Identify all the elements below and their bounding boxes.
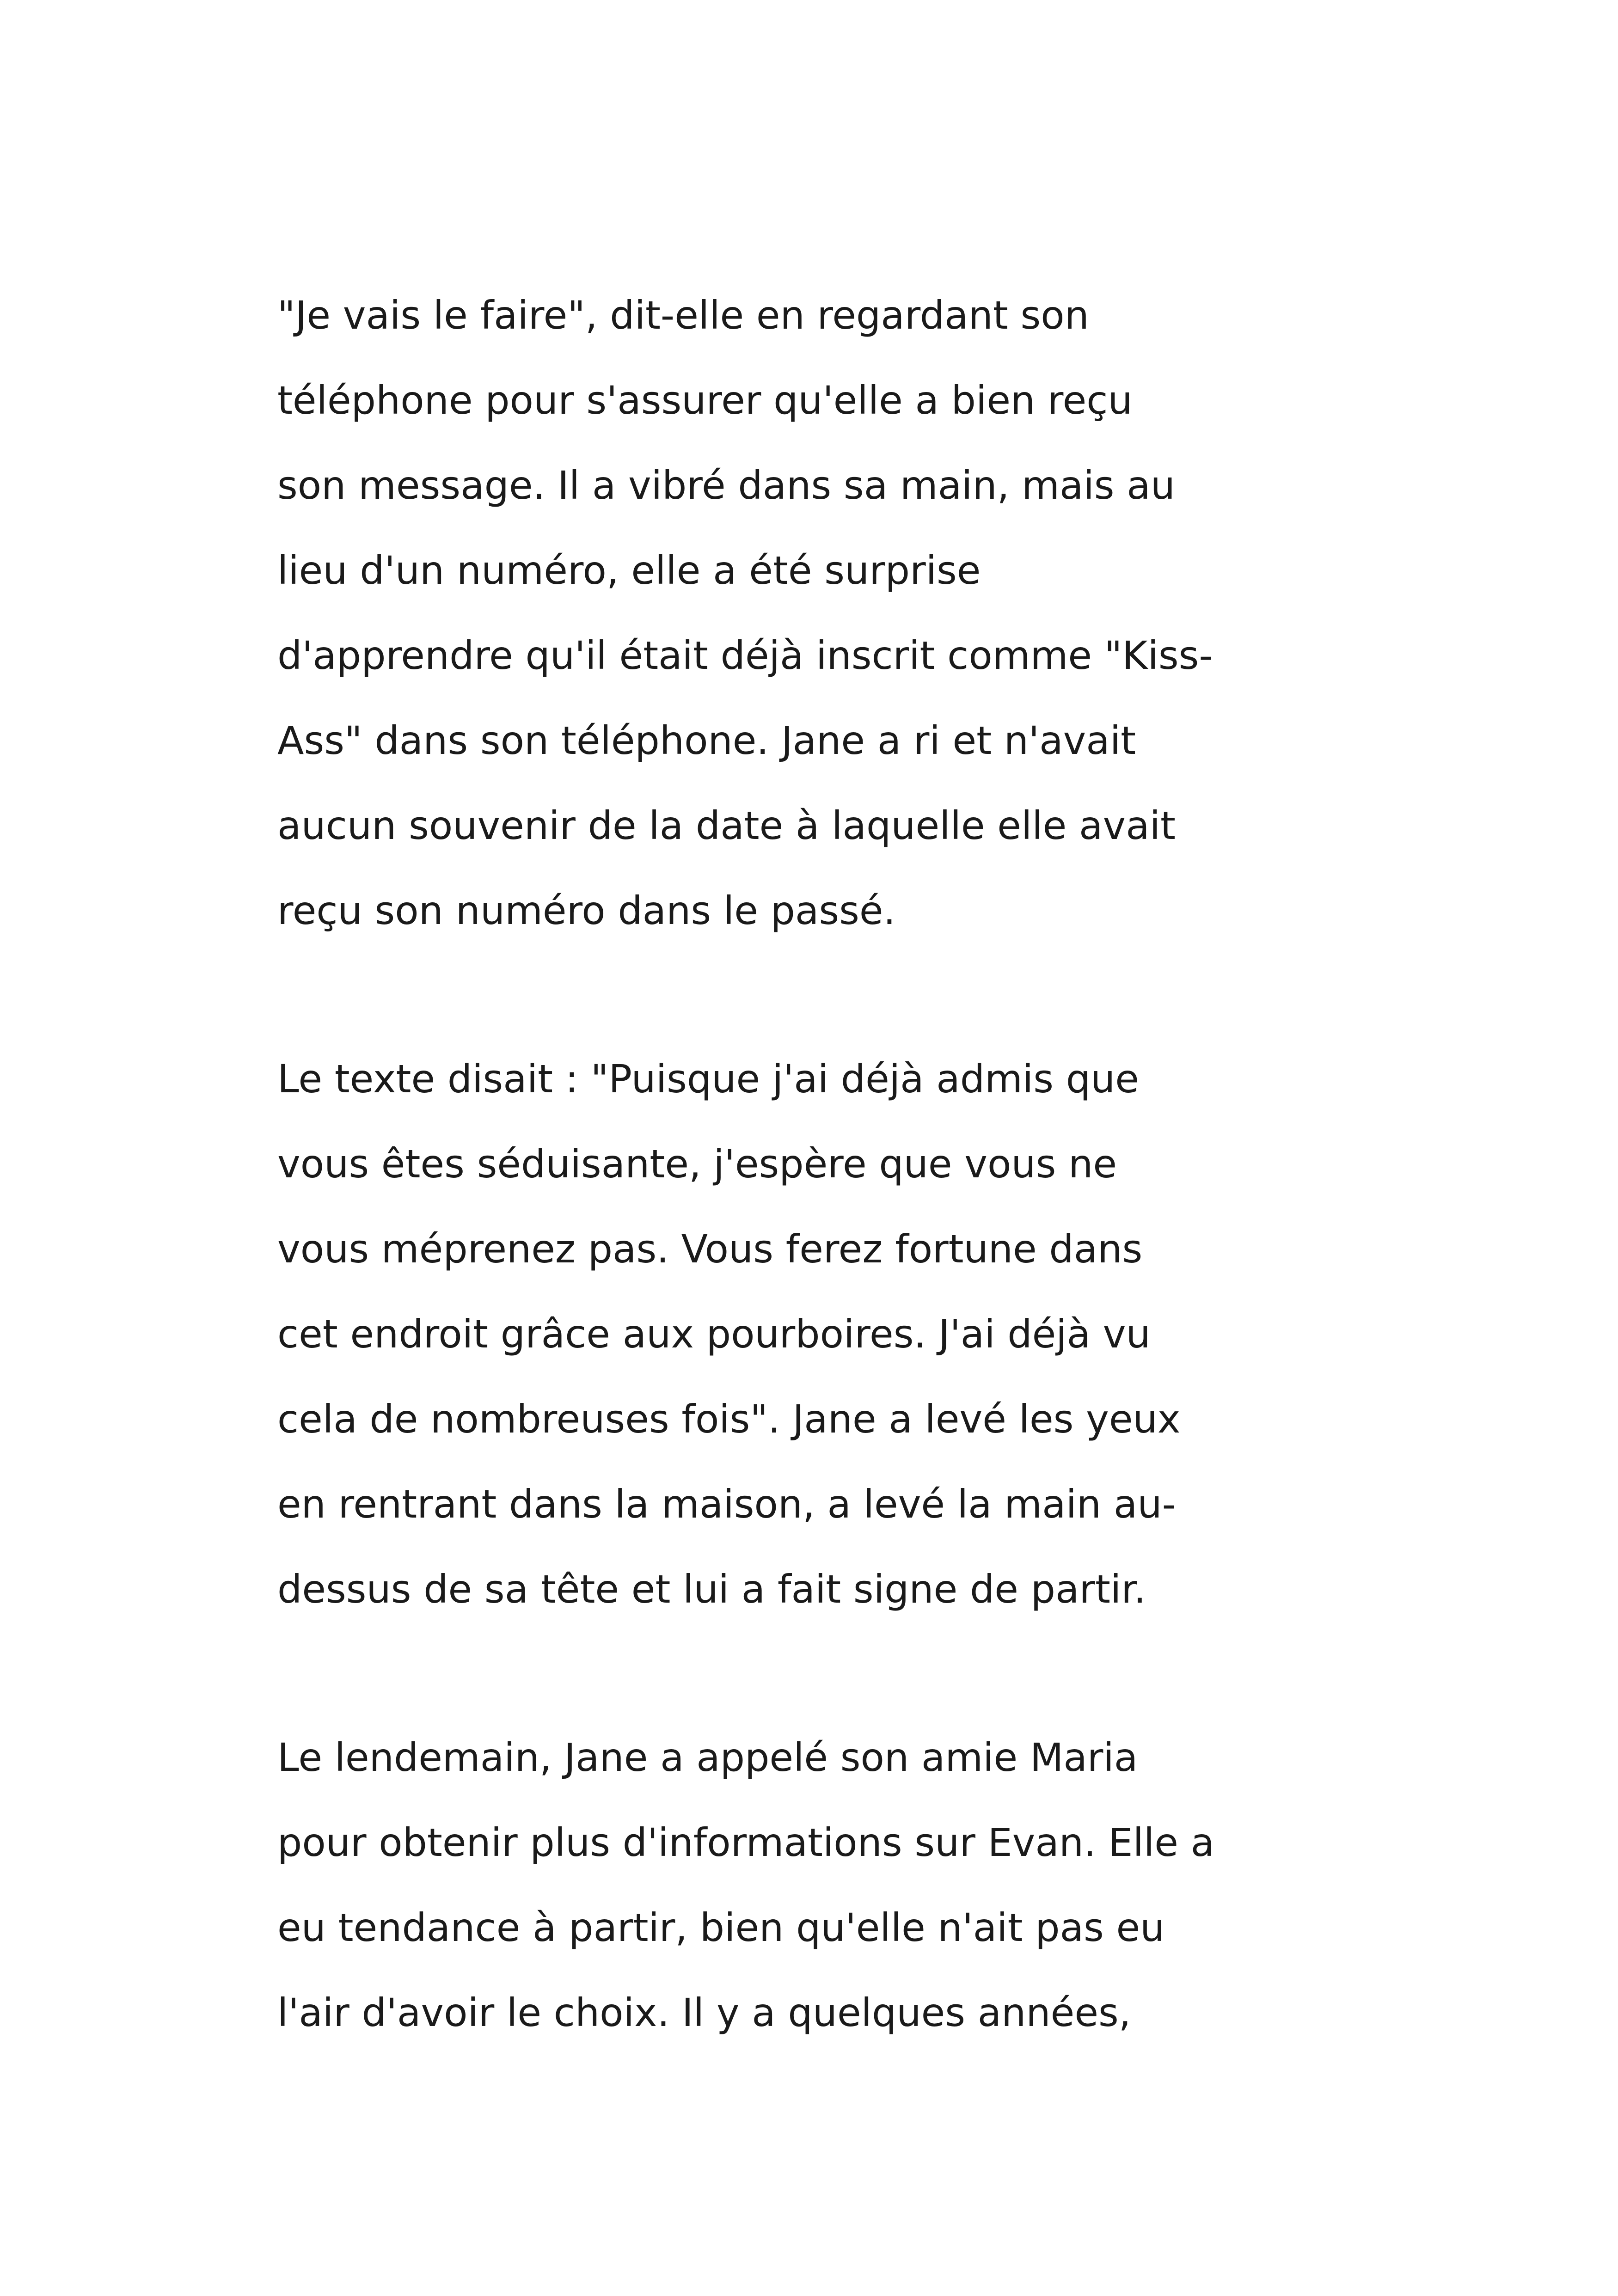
paragraph-1	[277, 273, 1368, 953]
text-line: pour obtenir plus d'informations sur Evan. Elle a	[277, 1820, 1215, 1865]
document-body	[277, 273, 1368, 2138]
text-line: "Je vais le faire", dit-elle en regardant son	[277, 293, 1089, 338]
text-line: téléphone pour s'assurer qu'elle a bien reçu	[277, 378, 1133, 423]
paragraph-3	[277, 1715, 1368, 2055]
text-line: reçu son numéro dans le passé.	[277, 888, 896, 933]
text-line: l'air d'avoir le choix. Il y a quelques années,	[277, 1990, 1131, 2035]
text-line: cet endroit grâce aux pourboires. J'ai déjà vu	[277, 1311, 1151, 1357]
text-line: dessus de sa tête et lui a fait signe de partir.	[277, 1567, 1146, 1612]
text-line: eu tendance à partir, bien qu'elle n'ait pas eu	[277, 1905, 1165, 1950]
paragraph-2	[277, 1036, 1368, 1632]
text-line: aucun souvenir de la date à laquelle elle avait	[277, 803, 1176, 848]
text-line: vous êtes séduisante, j'espère que vous ne	[277, 1141, 1117, 1187]
text-line: Ass" dans son téléphone. Jane a ri et n'avait	[277, 718, 1136, 763]
text-line: en rentrant dans la maison, a levé la main au-	[277, 1482, 1176, 1527]
text-line: lieu d'un numéro, elle a été surprise	[277, 548, 981, 593]
text-line: Le lendemain, Jane a appelé son amie Maria	[277, 1735, 1138, 1780]
text-line: Le texte disait : "Puisque j'ai déjà admis que	[277, 1056, 1139, 1102]
text-line: son message. Il a vibré dans sa main, mais au	[277, 463, 1175, 508]
text-line: cela de nombreuses fois". Jane a levé les yeux	[277, 1396, 1181, 1442]
text-line: d'apprendre qu'il était déjà inscrit comme "Kiss-	[277, 633, 1213, 678]
text-line: vous méprenez pas. Vous ferez fortune dans	[277, 1226, 1143, 1272]
